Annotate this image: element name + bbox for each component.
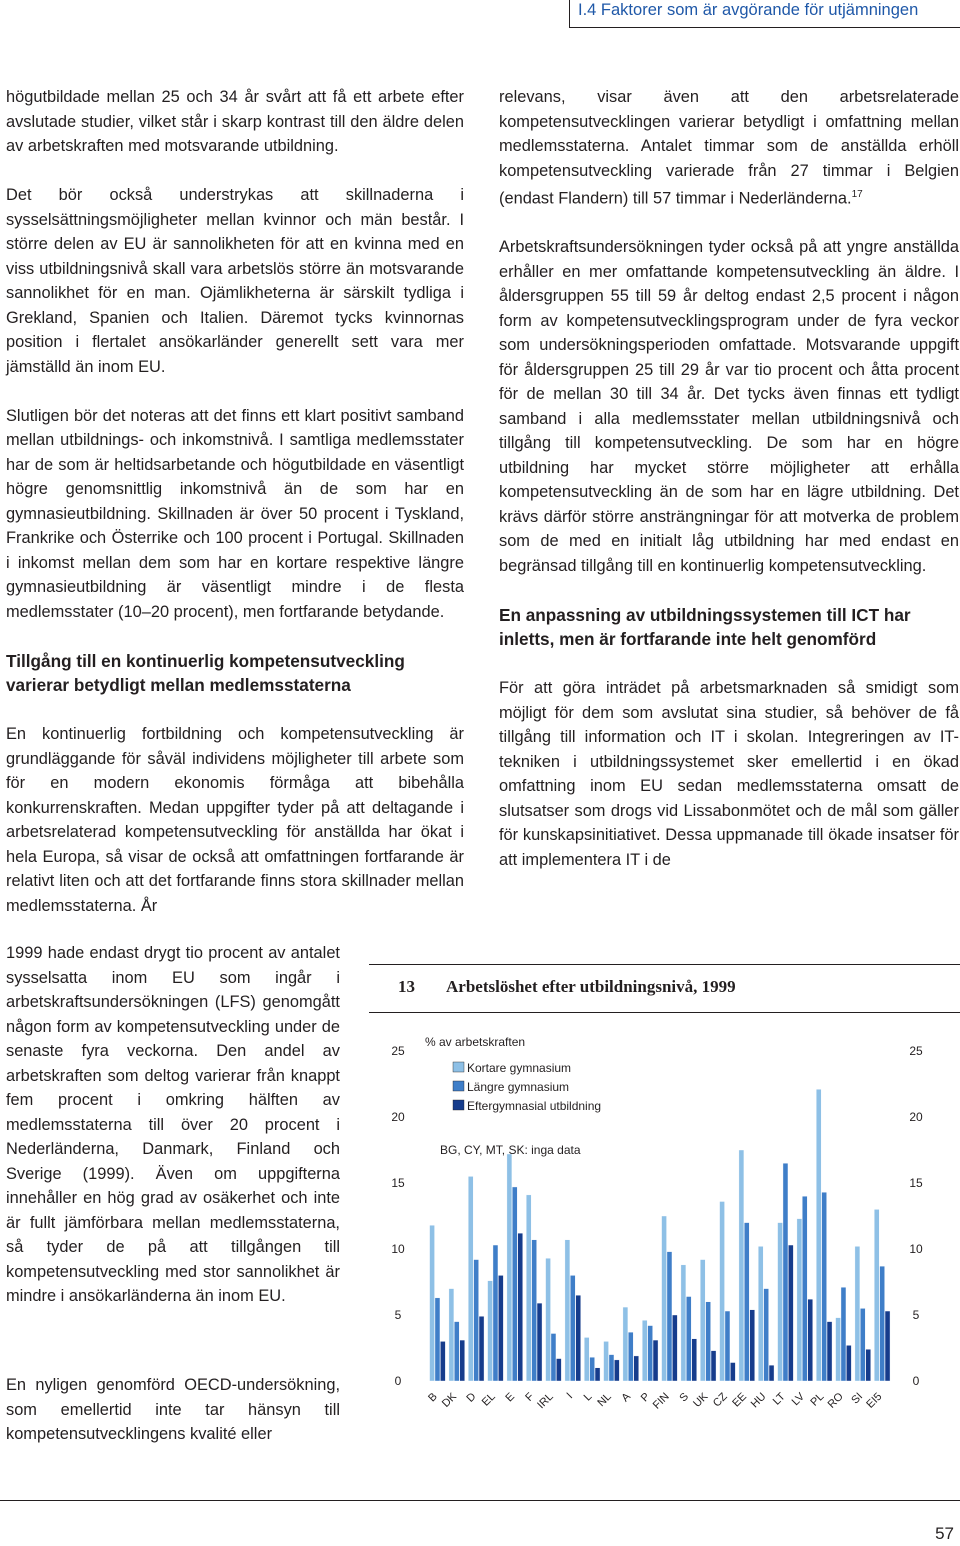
paragraph: En nyligen genomförd OECD-undersökning, som emellertid inte tar hänsyn till kompetensutvecklingens kvalité eller xyxy=(6,1376,340,1443)
bar xyxy=(802,1196,807,1381)
bar xyxy=(860,1308,865,1381)
bar xyxy=(880,1266,885,1381)
bar xyxy=(841,1287,846,1381)
bar xyxy=(827,1322,832,1381)
page-number: 57 xyxy=(935,1524,954,1543)
bar xyxy=(614,1360,619,1381)
y-tick-label-left: 10 xyxy=(391,1242,405,1256)
bar xyxy=(686,1297,691,1381)
section-heading: Tillgång till en kontinuerlig kompetensutveckling varierar betydligt mellan medlemsstaterna xyxy=(6,650,405,695)
bar xyxy=(526,1195,531,1381)
x-tick-label: E xyxy=(503,1390,518,1405)
bar xyxy=(440,1341,445,1381)
bar xyxy=(822,1192,827,1381)
paragraph-text: relevans, visar även att den arbetsrelaterade kompetensutvecklingen varierar betydligt i omfattning mellan medlemsstaterna. Antalet timmar som de anställda erhöll kompetensutveckling varierade från 27 timmar i Belgien (endast Flandern) till 57 timmar i Nederländerna. xyxy=(499,88,959,208)
legend-swatch xyxy=(453,1081,464,1091)
x-tick-label: B xyxy=(426,1390,440,1405)
unemployment-bar-chart xyxy=(380,1024,955,1424)
section-heading: En anpassning av utbildningssystemen till ICT har inletts, men är fortfarande inte helt genomförd xyxy=(499,604,911,650)
bar xyxy=(692,1339,697,1381)
bar xyxy=(711,1351,716,1381)
bar xyxy=(653,1340,658,1381)
bar xyxy=(488,1281,493,1381)
header-vertical-rule xyxy=(569,0,570,28)
bar xyxy=(866,1349,871,1381)
bar xyxy=(454,1322,459,1381)
bar xyxy=(662,1216,667,1381)
x-tick-label: RO xyxy=(825,1390,846,1411)
bar xyxy=(874,1209,879,1381)
footer-rule xyxy=(0,1500,960,1501)
x-tick-label: P xyxy=(638,1390,653,1405)
x-tick-label: CZ xyxy=(710,1390,730,1410)
bar xyxy=(532,1240,537,1381)
x-tick-label: SI xyxy=(849,1390,866,1407)
bar xyxy=(758,1246,763,1381)
bar xyxy=(725,1311,730,1381)
x-tick-label: DK xyxy=(439,1390,460,1410)
y-axis-label: % av arbetskraften xyxy=(425,1035,526,1049)
y-tick-label-left: 0 xyxy=(394,1374,402,1388)
y-tick-label-left: 15 xyxy=(391,1176,405,1190)
paragraph: För att göra inträdet på arbetsmarknaden så smidigt som möjligt för dem som avslutat sina studier, så behöver de få tillgång till information och IT i skolan. Integreringen av IT-tekniken i utbildningssystemet sker emellertid i en ökad omfattning inom EU sedan medlemsstaterna omsatt de slutsatser som drogs vid Lissabonmötet och de mål som gäller för kunskapsinitiativet. Dessa uppmanade till ökade insatser för att implementera IT i de xyxy=(499,679,959,869)
x-tick-label: I xyxy=(564,1390,576,1402)
footnote-ref: 17 xyxy=(851,189,863,200)
right-column xyxy=(499,85,959,872)
chart-bars xyxy=(430,1089,890,1381)
bar xyxy=(460,1340,465,1381)
running-title: I.4 Faktorer som är avgörande för utjämningen xyxy=(578,1,919,19)
bar xyxy=(449,1289,454,1381)
bar xyxy=(584,1337,589,1381)
bar xyxy=(474,1260,479,1381)
y-tick-label-left: 25 xyxy=(391,1044,405,1058)
bar xyxy=(590,1357,595,1381)
bar xyxy=(628,1332,633,1381)
bar xyxy=(648,1326,653,1381)
bar xyxy=(546,1258,551,1381)
bar xyxy=(667,1252,672,1381)
header-horizontal-rule xyxy=(569,27,960,28)
paragraph: högutbildade mellan 25 och 34 år svårt att få ett arbete efter avslutade studier, vilket står i skarp kontrast till den äldre delen av arbetskraften med motsvarande utbildning. xyxy=(6,88,464,155)
x-tick-label: LV xyxy=(789,1390,808,1409)
bar xyxy=(885,1311,890,1381)
bar xyxy=(498,1275,503,1381)
bar xyxy=(512,1187,517,1381)
bar xyxy=(778,1223,783,1381)
bar xyxy=(846,1345,851,1381)
bar xyxy=(595,1368,600,1381)
figure-number: 13 xyxy=(398,977,415,996)
running-header xyxy=(0,0,960,30)
x-tick-label: FIN xyxy=(650,1390,672,1412)
bar xyxy=(672,1315,677,1381)
figure-top-rule xyxy=(369,964,960,965)
bar xyxy=(730,1363,735,1381)
bar xyxy=(744,1223,749,1381)
legend-label: Kortare gymnasium xyxy=(467,1061,572,1075)
legend-swatch xyxy=(453,1100,464,1110)
bar xyxy=(518,1233,523,1381)
x-tick-label: EE xyxy=(730,1390,750,1410)
bar xyxy=(479,1316,484,1381)
y-tick-label-right: 20 xyxy=(909,1110,923,1124)
bar xyxy=(750,1310,755,1381)
bar xyxy=(739,1150,744,1381)
x-tick-label: PL xyxy=(808,1390,827,1409)
x-tick-label: D xyxy=(464,1390,479,1405)
bar xyxy=(706,1302,711,1381)
bar xyxy=(642,1320,647,1381)
paragraph: Det bör också understrykas att skillnaderna i sysselsättningsmöjligheter mellan kvinnor och män består. I större delen av EU är sannolikheten för att en kvinna med en viss utbildningsnivå skall vara arbetslös större än motsvarande sannolikhet för en man. Ojämlikheterna är särskilt tydliga i Grekland, Spanien och Italien. Däremot tycks kvinnornas position i flertalet ansökarländer generellt sett vara mer jämställd än inom EU. xyxy=(6,186,464,376)
legend-swatch xyxy=(453,1062,464,1072)
chart-legend xyxy=(453,1061,601,1113)
legend-label: Längre gymnasium xyxy=(467,1080,570,1094)
bar xyxy=(493,1245,498,1381)
y-tick-label-left: 5 xyxy=(394,1308,402,1322)
paragraph: Slutligen bör det noteras att det finns ett klart positivt samband mellan utbildnings- och inkomstnivå. I samtliga medlemsstater har de som är heltidsarbetande och högutbildade en väsentligt högre genomsnittlig inkomstnivå än de som har en gymnasieutbildning. Skillnaden är över 50 procent i Tyskland, Frankrike och Österrike och 100 procent i Portugal. Skillnaden i inkomst mellan dem som har en kortare respektive längre gymnasieutbildning är väsentligt mindre i de flesta medlemsstater (10–20 procent), men fortfarande betydande. xyxy=(6,406,464,621)
x-tick-label: HU xyxy=(748,1390,769,1411)
bar xyxy=(769,1365,774,1381)
bar xyxy=(507,1154,512,1381)
bar xyxy=(623,1307,628,1381)
bar xyxy=(720,1201,725,1381)
bar xyxy=(788,1245,793,1381)
bar xyxy=(836,1318,841,1381)
x-tick-label: F xyxy=(523,1390,537,1404)
x-tick-label: S xyxy=(677,1390,692,1405)
chart-note: BG, CY, MT, SK: inga data xyxy=(440,1143,581,1157)
left-column-narrow xyxy=(6,941,340,1309)
figure-title-rule xyxy=(369,1012,960,1013)
paragraph: 1999 hade endast drygt tio procent av antalet sysselsatta inom EU som ingår i arbetskraftsundersökningen (LFS) genomgått någon form av kompetensutveckling under de senaste fyra veckorna. Den andel av arbetskraften som deltog varierar från knappt fem procent i omkring hälften av medlemsstaterna till över 20 procent i Nederländerna, Danmark, Finland och Sverige (1999). Även om uppgifterna innehåller en hög grad av osäkerhet och inte är fullt jämförbara mellan medlemsstaterna, så tyder de på att tillgången till kompetensutveckling med stor sannolikhet är mindre i ansökarländerna än inom EU. xyxy=(6,944,340,1305)
bar xyxy=(797,1219,802,1381)
bar xyxy=(855,1246,860,1381)
left-column xyxy=(6,85,464,918)
bar xyxy=(783,1163,788,1381)
bar xyxy=(576,1295,581,1381)
bar xyxy=(565,1240,570,1381)
bar xyxy=(468,1176,473,1381)
x-tick-label: UK xyxy=(691,1390,711,1410)
bar xyxy=(816,1089,821,1381)
bar xyxy=(609,1355,614,1381)
bar xyxy=(634,1356,639,1381)
x-tick-label: IRL xyxy=(535,1390,556,1412)
bar xyxy=(537,1303,542,1381)
x-tick-label: NL xyxy=(595,1390,614,1410)
bar xyxy=(556,1359,561,1381)
paragraph: En kontinuerlig fortbildning och kompetensutveckling är grundläggande för såväl individens möjligheter till arbete som för en modern ekonomis förmåga att bibehålla konkurrenskraften. Medan uppgifter tyder på att deltagande i arbetsrelaterad kompetensutveckling för anställda har ökat i hela Europa, så visar de också att omfattningen fortfarande är relativt liten och att det fortfarande finns stora skillnader mellan medlemsstaterna. År xyxy=(6,725,464,915)
x-tick-label: LT xyxy=(770,1390,788,1408)
bar xyxy=(570,1275,575,1381)
bar xyxy=(604,1341,609,1381)
y-tick-label-right: 0 xyxy=(912,1374,920,1388)
x-tick-label: L xyxy=(581,1390,595,1404)
bar xyxy=(430,1225,435,1381)
bar xyxy=(808,1299,813,1381)
bar xyxy=(700,1260,705,1381)
y-tick-label-right: 25 xyxy=(909,1044,923,1058)
figure-title: Arbetslöshet efter utbildningsnivå, 1999 xyxy=(446,977,736,996)
x-tick-label: EI5 xyxy=(864,1390,885,1411)
paragraph: Arbetskraftsundersökningen tyder också på att yngre anställda erhåller en mer omfattande kompetensutveckling än äldre. I åldersgruppen 55 till 59 år deltog endast 2,5 procent i någon form av kompetensutvecklingsprogram under de fyra veckor som undersökningsperioden omfattade. Motsvarande uppgift för åldersgruppen 25 till 29 år var tio procent och åtta procent för de mellan 30 till 34 år. Det tycks även finnas ett tydligt samband i alla medlemsstater mellan utbildningsnivå och tillgång till kompetensutveckling. De som har en högre utbildning har mycket större möjligheter att erhålla kompetensutveckling än de som har en lägre utbildning. Det krävs därför större ansträngningar för att motverka de problem som de med en initialt låg utbildning har med endast en begränsad tillgång till en kontinuerlig kompetensutveckling. xyxy=(499,238,959,575)
y-tick-label-left: 20 xyxy=(391,1110,405,1124)
legend-label: Eftergymnasial utbildning xyxy=(467,1099,602,1113)
bar xyxy=(681,1265,686,1381)
paragraph xyxy=(499,85,959,211)
bar xyxy=(764,1289,769,1381)
y-tick-label-right: 15 xyxy=(909,1176,923,1190)
y-tick-label-right: 10 xyxy=(909,1242,923,1256)
bar xyxy=(435,1298,440,1381)
left-column-bottom xyxy=(6,1373,340,1447)
bar xyxy=(551,1333,556,1381)
x-tick-label: A xyxy=(619,1390,634,1405)
x-tick-label: EL xyxy=(479,1390,498,1409)
y-tick-label-right: 5 xyxy=(912,1308,920,1322)
